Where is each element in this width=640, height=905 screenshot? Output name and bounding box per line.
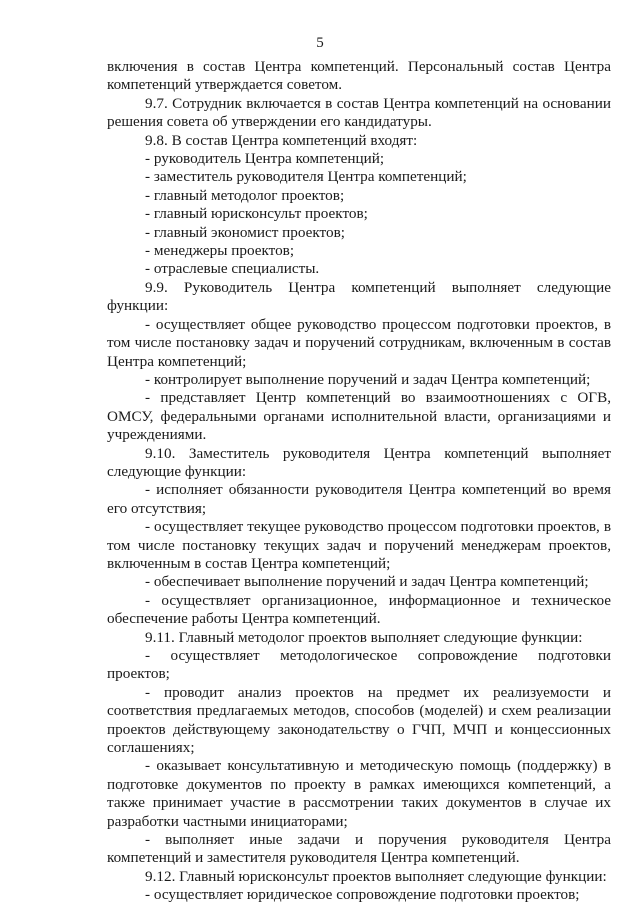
list-item: - обеспечивает выполнение поручений и задач Центра компетенций; — [145, 573, 589, 591]
list-item: - главный юрисконсульт проектов; — [145, 205, 368, 223]
list-item: - исполняет обязанности руководителя Центра компетенций во время его отсутствия; — [107, 481, 611, 517]
clause-9-12: 9.12. Главный юрисконсульт проектов выполняет следующие функции: — [145, 867, 607, 885]
list-item: - оказывает консультативную и методическую помощь (поддержку) в подготовке документов по проекту в рамках имеющихся компетенций, а также принимает участие в рассмотрении таких документов в случае их разработки частными инициаторами; — [107, 757, 611, 830]
list-item: - контролирует выполнение поручений и задач Центра компетенций; — [145, 370, 591, 388]
list-item: - осуществляет юридическое сопровождение подготовки проектов; — [145, 886, 580, 904]
document-body — [107, 58, 611, 905]
paragraph-continuation: включения в состав Центра компетенций. Персональный состав Центра компетенций утверждается советом. — [107, 58, 611, 94]
clause-9-10: 9.10. Заместитель руководителя Центра компетенций выполняет следующие функции: — [107, 444, 611, 480]
list-item: - менеджеры проектов; — [145, 242, 295, 260]
clause-9-11: 9.11. Главный методолог проектов выполняет следующие функции: — [145, 628, 583, 646]
page-number: 5 — [316, 35, 324, 51]
list-item: - проводит анализ проектов на предмет их реализуемости и соответствия предлагаемых методов, способов (моделей) и схем реализации проектов действующему законодательству о ГЧП, МЧП и концессионных соглашениях; — [107, 683, 611, 757]
list-item: - заместитель руководителя Центра компетенций; — [145, 168, 467, 186]
list-item: - осуществляет текущее руководство процессом подготовки проектов, в том числе постановку текущих задач и поручений менеджерам проектов, включенным в состав Центра компетенций; — [107, 518, 611, 572]
clause-9-7: 9.7. Сотрудник включается в состав Центра компетенций на основании решения совета об утверждении его кандидатуры. — [107, 94, 611, 131]
list-item: - выполняет иные задачи и поручения руководителя Центра компетенций и заместителя руководителя Центра компетенций. — [107, 831, 611, 867]
list-item: - отраслевые специалисты. — [145, 260, 320, 278]
list-item: - главный экономист проектов; — [145, 223, 345, 241]
list-item: - осуществляет организационное, информационное и техническое обеспечение работы Центра компетенций. — [107, 591, 611, 628]
list-item: - руководитель Центра компетенций; — [145, 150, 385, 168]
list-item: - представляет Центр компетенций во взаимоотношениях с ОГВ, ОМСУ, федеральными органами исполнительной власти, организациями и учреждениями. — [107, 389, 611, 444]
list-item: - осуществляет общее руководство процессом подготовки проектов, в том числе постановку задач и поручений сотрудникам, включенным в состав Центра компетенций; — [107, 315, 611, 370]
clause-9-8: 9.8. В состав Центра компетенций входят: — [145, 131, 418, 149]
list-item: - главный методолог проектов; — [145, 186, 345, 204]
clause-9-9: 9.9. Руководитель Центра компетенций выполняет следующие функции: — [107, 278, 611, 315]
list-item: - осуществляет методологическое сопровождение подготовки проектов; — [107, 647, 611, 683]
